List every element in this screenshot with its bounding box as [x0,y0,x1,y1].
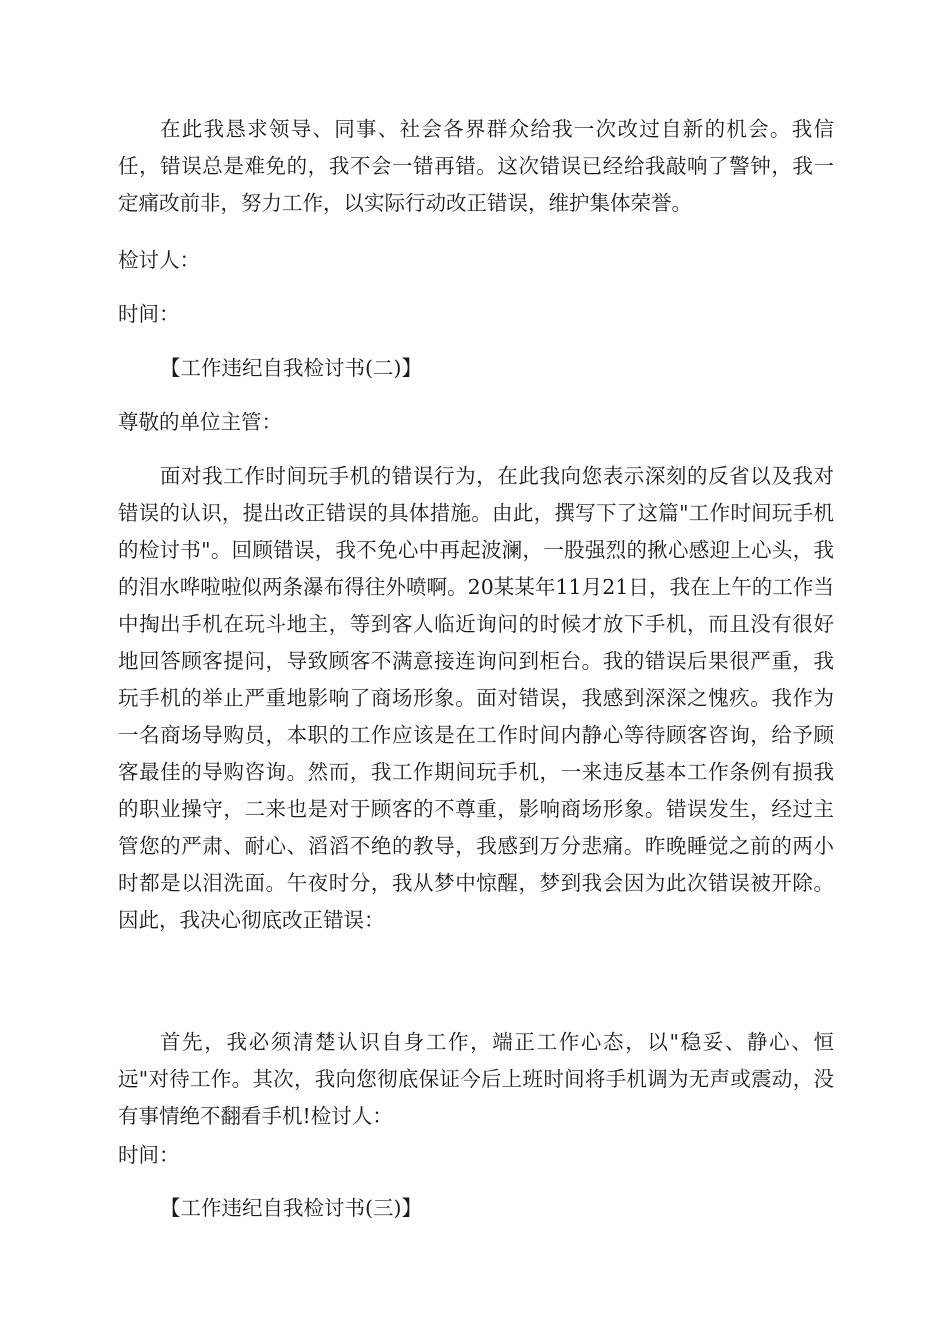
section-heading-3: 【工作违纪自我检讨书(三)】 [160,1196,422,1220]
section-heading-2: 【工作违纪自我检讨书(二)】 [160,356,422,380]
date-label-2: 时间： [118,1143,180,1167]
resolution-paragraph: 首先，我必须清楚认识自身工作，端正工作心态，以"稳妥、静心、恒远"对待工作。其次，我向您彻底保证今后上班时间将手机调为无声或震动，没有事情绝不翻看手机!检讨人： [118,1030,834,1128]
signer-label: 检讨人： [118,248,200,272]
date-label: 时间： [118,302,180,326]
closing-paragraph: 在此我恳求领导、同事、社会各界群众给我一次改过自新的机会。我信任，错误总是难免的，我不会一错再错。这次错误已经给我敲响了警钟，我一定痛改前非，努力工作，以实际行动改正错误，维护集体荣誉。 [118,117,834,215]
salutation: 尊敬的单位主管： [118,410,282,434]
body-paragraph: 面对我工作时间玩手机的错误行为，在此我向您表示深刻的反省以及我对错误的认识，提出改正错误的具体措施。由此，撰写下了这篇"工作时间玩手机的检讨书"。回顾错误，我不免心中再起波澜，一股强烈的揪心感迎上心头，我的泪水哗啦啦似两条瀑布得往外喷啊。20某某年11月21日，我在上午的工作当中掏出手机在玩斗地主，等到客人临近询问的时候才放下手机，而且没有很好地回答顾客提问，导致顾客不满意接连询问到柜台。我的错误后果很严重，我玩手机的举止严重地影响了商场形象。面对错误，我感到深深之愧疚。我作为一名商场导购员，本职的工作应该是在工作时间内静心等待顾客咨询，给予顾客最佳的导购咨询。然而，我工作期间玩手机，一来违反基本工作条例有损我的职业操守，二来也是对于顾客的不尊重，影响商场形象。错误发生，经过主管您的严肃、耐心、滔滔不绝的教导，我感到万分悲痛。昨晚睡觉之前的两小时都是以泪洗面。午夜时分，我从梦中惊醒，梦到我会因为此次错误被开除。因此，我决心彻底改正错误： [118,464,834,932]
